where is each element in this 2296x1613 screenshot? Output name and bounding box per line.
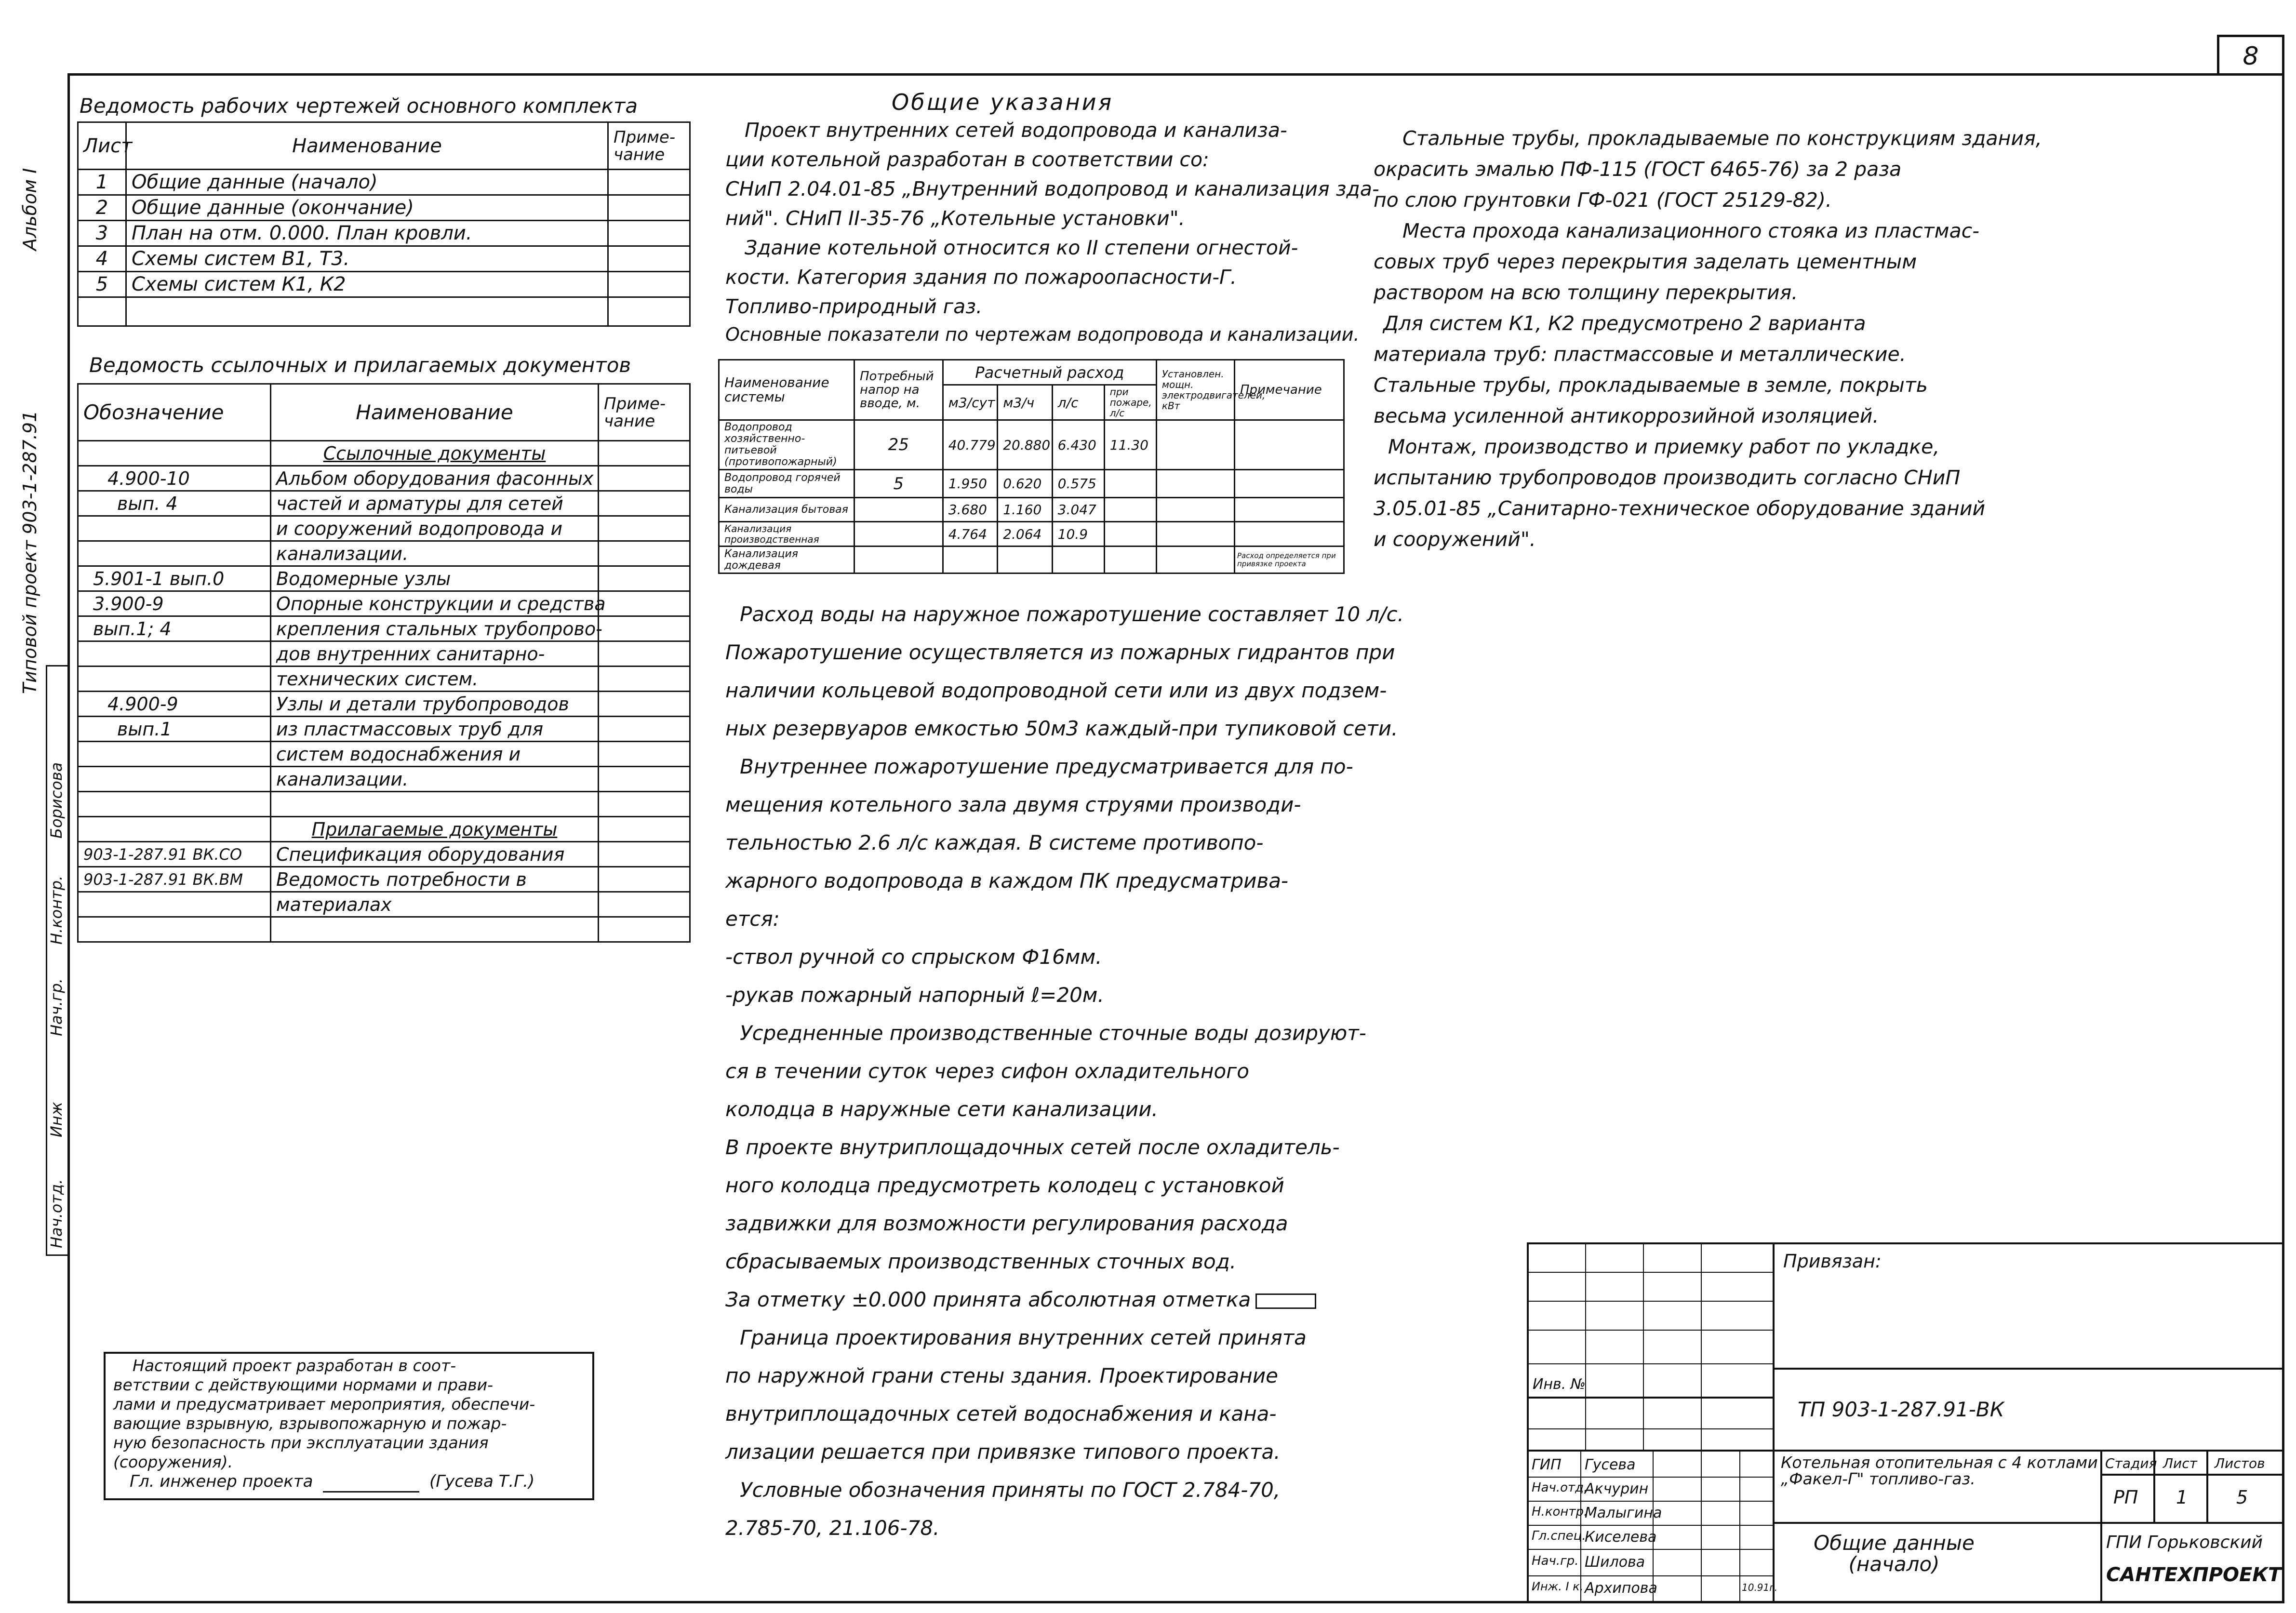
table-cell: 5.901-1 вып.0 [78, 566, 271, 591]
note-line: окрасить эмалью ПФ-115 (ГОСТ 6465-76) за 2 раза [1374, 158, 1902, 181]
intro-line: Топливо-природный газ. [725, 295, 983, 318]
table-cell: Расход определяется при привязке проекта [1234, 547, 1344, 573]
signature-line [323, 1472, 419, 1493]
table-cell [271, 917, 599, 942]
margin-role-2: Инж [47, 1102, 66, 1137]
table-cell: 40.779 [943, 420, 997, 470]
margin-series: Типовой проект 903-1-287.91 [19, 410, 40, 694]
table-cell [608, 170, 690, 195]
note-line: -ствол ручной со спрыском Ф16мм. [725, 945, 1102, 969]
table-cell: 0.620 [998, 470, 1052, 498]
drawings-list-table [77, 121, 691, 327]
table-cell: Схемы систем К1, К2 [126, 272, 608, 297]
table-cell: Альбом оборудования фасонных [271, 466, 599, 491]
organization-1: ГПИ Горьковский [2106, 1533, 2263, 1552]
table-cell: 25 [854, 420, 943, 470]
table-cell [608, 246, 690, 272]
signer-name: Киселева [1585, 1529, 1657, 1546]
signer-name: Архипова [1585, 1580, 1657, 1597]
table-cell [1052, 547, 1104, 573]
table-cell [1104, 547, 1156, 573]
note-line: 3.05.01-85 „Санитарно-техническое оборудование зданий [1374, 497, 1986, 520]
note-line: по наружной грани стены здания. Проектирование [725, 1364, 1278, 1387]
table-cell [1234, 470, 1344, 498]
table-cell [599, 867, 690, 892]
header-m3-hour: м3/ч [998, 385, 1052, 420]
table-cell [599, 466, 690, 491]
table-cell [1234, 498, 1344, 522]
table-cell [599, 667, 690, 692]
table-cell [1156, 547, 1234, 573]
table-cell: и сооружений водопровода и [271, 516, 599, 541]
sheets-value: 5 [2236, 1487, 2248, 1508]
stage-value: РП [2113, 1487, 2138, 1508]
note-line: сбрасываемых производственных сточных вод. [725, 1250, 1237, 1273]
note-line: материала труб: пластмассовые и металлические. [1374, 343, 1906, 366]
table-cell: 903-1-287.91 ВК.ВМ [78, 867, 271, 892]
signer-role: ГИП [1532, 1456, 1562, 1473]
project-name: Котельная отопительная с 4 котлами „Факел-Г" топливо-газ. [1781, 1453, 2098, 1488]
table-cell: 0.575 [1052, 470, 1104, 498]
sheet-title: Общие данные (начало) [1814, 1531, 1975, 1576]
note-line: раствором на всю толщину перекрытия. [1374, 281, 1798, 304]
table-cell: 4.900-10 [78, 466, 271, 491]
note-line: мещения котельного зала двумя струями производи- [725, 793, 1301, 816]
note-line: и сооружений". [1374, 528, 1536, 551]
table-cell [599, 641, 690, 667]
table-cell [599, 692, 690, 717]
note-line: Пожаротушение осуществляется из пожарных гидрантов при [725, 640, 1395, 664]
note-line: Усредненные производственные сточные воды дозируют- [740, 1021, 1366, 1045]
header-name: Наименование [271, 384, 599, 441]
table-cell [599, 541, 690, 566]
margin-album: Альбом I [19, 168, 40, 251]
table-cell: крепления стальных трубопрово- [271, 616, 599, 641]
table-cell [1234, 420, 1344, 470]
header-pressure: Потребный напор на вводе, м. [854, 360, 943, 420]
table-cell [78, 541, 271, 566]
note-line: по слою грунтовки ГФ-021 (ГОСТ 25129-82). [1374, 188, 1832, 212]
table-cell: 1 [78, 170, 126, 195]
bound-label: Привязан: [1783, 1251, 1882, 1272]
compliance-note-text [113, 1356, 535, 1472]
signature-label: Гл. инженер проекта [130, 1472, 313, 1491]
sheet-number: 8 [2217, 35, 2284, 74]
stage-label: Стадия [2105, 1455, 2157, 1471]
table-cell: Канализация бытовая [719, 498, 854, 522]
table-cell: 3.047 [1052, 498, 1104, 522]
table-cell: Узлы и детали трубопроводов [271, 692, 599, 717]
table-cell: систем водоснабжения и [271, 742, 599, 767]
elevation-box [1255, 1293, 1316, 1309]
header-fire: при пожаре, л/с [1104, 385, 1156, 420]
table-cell: 3 [78, 221, 126, 246]
table-cell: вып.1; 4 [78, 616, 271, 641]
note-line: В проекте внутриплощадочных сетей после охладитель- [725, 1135, 1340, 1159]
note-line: Расход воды на наружное пожаротушение составляет 10 л/с. [740, 602, 1404, 626]
table-cell [78, 742, 271, 767]
table-cell [608, 221, 690, 246]
title-block [1528, 1243, 2284, 1603]
header-system: Наименование системы [719, 360, 854, 420]
note-line: ся в течении суток через сифон охладительного [725, 1059, 1249, 1083]
note-line: Монтаж, производство и приемку работ по укладке, [1388, 435, 1940, 458]
header-name: Наименование [126, 122, 608, 170]
table-cell [78, 441, 271, 466]
table-cell [599, 817, 690, 842]
table-cell [78, 641, 271, 667]
table-cell [1156, 522, 1234, 547]
note-line: тельностью 2.6 л/с каждая. В системе противопо- [725, 831, 1264, 854]
margin-role-1: Нач.отд. [47, 1179, 66, 1248]
header-flow-group: Расчетный расход [943, 360, 1156, 385]
right-notes [1374, 123, 2042, 555]
note-line: весьма усиленной антикоррозийной изоляцией. [1374, 404, 1879, 427]
signer-name: Малыгина [1585, 1505, 1662, 1521]
note-line: лизации решается при привязке типового проекта. [725, 1440, 1281, 1464]
table-cell [608, 195, 690, 221]
note-line: ную безопасность при эксплуатации здания [113, 1433, 489, 1452]
sheet-value: 1 [2176, 1487, 2188, 1508]
header-l-s: л/с [1052, 385, 1104, 420]
note-line [725, 1280, 1404, 1319]
table-cell [78, 917, 271, 942]
table-cell: 1.950 [943, 470, 997, 498]
table-cell: Спецификация оборудования [271, 842, 599, 867]
table-cell: Канализация дождевая [719, 547, 854, 573]
table-cell [78, 767, 271, 792]
table-cell [998, 547, 1052, 573]
table-cell [854, 498, 943, 522]
header-power: Установлен. мощн. электродвигателей, кВт [1156, 360, 1234, 420]
note-line: Граница проектирования внутренних сетей принята [740, 1326, 1307, 1349]
table-cell [599, 767, 690, 792]
header-designation: Обозначение [78, 384, 271, 441]
note-line: ветствии с действующими нормами и прави- [113, 1375, 494, 1394]
table-cell: 5 [78, 272, 126, 297]
table-cell [1104, 522, 1156, 547]
table-cell: Опорные конструкции и средства [271, 591, 599, 616]
chief-engineer-signature [130, 1472, 534, 1493]
table-cell: 4.764 [943, 522, 997, 547]
note-line: ного колодца предусмотреть колодец с установкой [725, 1173, 1284, 1197]
intro-line: Здание котельной относится ко II степени огнестой- [745, 236, 1298, 259]
margin-role-5: Борисова [47, 762, 66, 839]
table-cell [78, 892, 271, 917]
table-cell: Общие данные (окончание) [126, 195, 608, 221]
signer-role: Н.контр. [1532, 1505, 1588, 1519]
note-line: Места прохода канализационного стояка из пластмас- [1402, 219, 1980, 242]
table-cell [599, 491, 690, 516]
table-cell [599, 742, 690, 767]
table-cell [599, 516, 690, 541]
table-cell: вып.1 [78, 717, 271, 742]
signer-name: Шилова [1585, 1554, 1645, 1571]
note-line: Для систем К1, К2 предусмотрено 2 варианта [1383, 312, 1866, 335]
table-cell [608, 272, 690, 297]
note-line: жарного водопровода в каждом ПК предусматрива- [725, 869, 1289, 893]
table-cell: 1.160 [998, 498, 1052, 522]
table-cell [943, 547, 997, 573]
table-cell: канализации. [271, 541, 599, 566]
header-m3-day: м3/сут [943, 385, 997, 420]
table-cell: 4 [78, 246, 126, 272]
table-cell [78, 792, 271, 817]
table-cell: канализации. [271, 767, 599, 792]
table-cell: 4.900-9 [78, 692, 271, 717]
header-sheet: Лист [78, 122, 126, 170]
table-cell: 20.880 [998, 420, 1052, 470]
signature-name: (Гусева Т.Г.) [429, 1472, 535, 1491]
note-line: Условные обозначения приняты по ГОСТ 2.784-70, [740, 1478, 1281, 1502]
table-cell [1234, 522, 1344, 547]
table-cell: вып. 4 [78, 491, 271, 516]
note-line: Стальные трубы, прокладываемые в земле, покрыть [1374, 373, 1928, 397]
signer-role: Гл.спец. [1532, 1529, 1586, 1543]
intro-line: Проект внутренних сетей водопровода и канализа- [745, 119, 1287, 142]
table-cell: 2 [78, 195, 126, 221]
table-cell [78, 297, 126, 326]
drawings-list-title: Ведомость рабочих чертежей основного комплекта [80, 94, 638, 118]
note-line: ных резервуаров емкостью 50м3 каждый-при тупиковой сети. [725, 717, 1398, 740]
table-cell [78, 516, 271, 541]
table-cell [271, 792, 599, 817]
intro-line: ции котельной разработан в соответствии со: [725, 148, 1209, 171]
table-cell [599, 616, 690, 641]
note-line: колодца в наружные сети канализации. [725, 1097, 1158, 1121]
indicators-table [718, 359, 1345, 574]
table-cell [599, 792, 690, 817]
intro-line: СНиП 2.04.01-85 „Внутренний водопровод и канализация зда- [725, 177, 1379, 200]
sheets-label: Листов [2215, 1455, 2265, 1471]
table-cell: 10.9 [1052, 522, 1104, 547]
table-cell: Общие данные (начало) [126, 170, 608, 195]
table-cell [599, 441, 690, 466]
table-cell [599, 566, 690, 591]
table-cell: материалах [271, 892, 599, 917]
table-cell [126, 297, 608, 326]
table-cell: Канализация производственная [719, 522, 854, 547]
table-cell: 3.900-9 [78, 591, 271, 616]
sign-date: 10.91г. [1742, 1582, 1778, 1593]
compliance-note-box [104, 1352, 594, 1500]
header-note: Примечание [1234, 360, 1344, 420]
table-cell [608, 297, 690, 326]
header-note: Приме- чание [608, 122, 690, 170]
signer-name: Акчурин [1585, 1480, 1649, 1497]
table-cell: 5 [854, 470, 943, 498]
references-list-title: Ведомость ссылочных и прилагаемых документов [89, 353, 631, 377]
sheet-label: Лист [2163, 1455, 2197, 1471]
table-cell: Водопровод горячей воды [719, 470, 854, 498]
note-line-text: За отметку ±0.000 принята абсолютная отметка [725, 1288, 1251, 1311]
note-line: внутриплощадочных сетей водоснабжения и кана- [725, 1402, 1277, 1426]
inv-label: Инв. № [1533, 1376, 1586, 1393]
table-cell [1104, 498, 1156, 522]
note-line: Настоящий проект разработан в соот- [133, 1356, 456, 1375]
table-cell [854, 522, 943, 547]
table-cell [78, 667, 271, 692]
note-line: испытанию трубопроводов производить согласно СНиП [1374, 466, 1961, 489]
table-cell: дов внутренних санитарно- [271, 641, 599, 667]
table-cell: из пластмассовых труб для [271, 717, 599, 742]
table-cell [854, 547, 943, 573]
table-cell [599, 591, 690, 616]
table-cell: технических систем. [271, 667, 599, 692]
signer-role: Инж. I к. [1532, 1580, 1584, 1593]
table-cell [78, 817, 271, 842]
note-line: 2.785-70, 21.106-78. [725, 1516, 940, 1540]
table-cell: Схемы систем В1, Т3. [126, 246, 608, 272]
table-cell: План на отм. 0.000. План кровли. [126, 221, 608, 246]
table-cell: 903-1-287.91 ВК.СО [78, 842, 271, 867]
table-cell: 3.680 [943, 498, 997, 522]
table-cell: Водопровод хозяйственно-питьевой (противопожарный) [719, 420, 854, 470]
table-cell [1156, 498, 1234, 522]
note-line: совых труб через перекрытия заделать цементным [1374, 250, 1917, 273]
organization-2: САНТЕХПРОЕКТ [2106, 1564, 2282, 1586]
references-list-table [77, 383, 691, 943]
intro-line: ний". СНиП II-35-76 „Котельные установки". [725, 207, 1185, 230]
table-cell: 6.430 [1052, 420, 1104, 470]
table-cell [1104, 470, 1156, 498]
note-line: Внутреннее пожаротушение предусматривается для по- [740, 755, 1353, 778]
note-line: наличии кольцевой водопроводной сети или из двух подзем- [725, 679, 1387, 702]
section-heading: Прилагаемые документы [271, 817, 599, 842]
document-code: ТП 903-1-287.91-ВК [1798, 1398, 2004, 1421]
margin-role-3: Нач.гр. [47, 978, 66, 1036]
note-line: вающие взрывную, взрывопожарную и пожар- [113, 1414, 507, 1433]
note-line: Стальные трубы, прокладываемые по конструкциям здания, [1402, 127, 2042, 150]
table-cell [599, 842, 690, 867]
table-cell: частей и арматуры для сетей [271, 491, 599, 516]
note-line: -рукав пожарный напорный ℓ=20м. [725, 983, 1104, 1007]
table-cell: 2.064 [998, 522, 1052, 547]
general-notes-body [725, 595, 1404, 1547]
intro-line: кости. Категория здания по пожароопасности-Г. [725, 266, 1237, 289]
signer-role: Нач.гр. [1532, 1554, 1579, 1568]
indicators-title: Основные показатели по чертежам водопровода и канализации. [725, 324, 1360, 345]
table-cell [599, 717, 690, 742]
table-cell [599, 917, 690, 942]
section-heading: Ссылочные документы [271, 441, 599, 466]
note-line: лами и предусматривает мероприятия, обеспечи- [113, 1395, 535, 1413]
margin-role-4: Н.контр. [47, 875, 66, 945]
note-line: (сооружения). [113, 1453, 233, 1471]
table-cell [1156, 470, 1234, 498]
note-line: ется: [725, 907, 780, 931]
table-cell: Водомерные узлы [271, 566, 599, 591]
note-line: задвижки для возможности регулирования расхода [725, 1212, 1288, 1235]
margin-signature-strip [46, 665, 69, 1256]
table-cell [1156, 420, 1234, 470]
signer-name: Гусева [1585, 1456, 1636, 1473]
table-cell: Ведомость потребности в [271, 867, 599, 892]
header-note: Приме- чание [599, 384, 690, 441]
table-cell: 11.30 [1104, 420, 1156, 470]
table-cell [599, 892, 690, 917]
signer-role: Нач.отд. [1532, 1480, 1588, 1495]
general-notes-title: Общие указания [892, 89, 1114, 115]
general-notes-intro [725, 116, 1379, 321]
